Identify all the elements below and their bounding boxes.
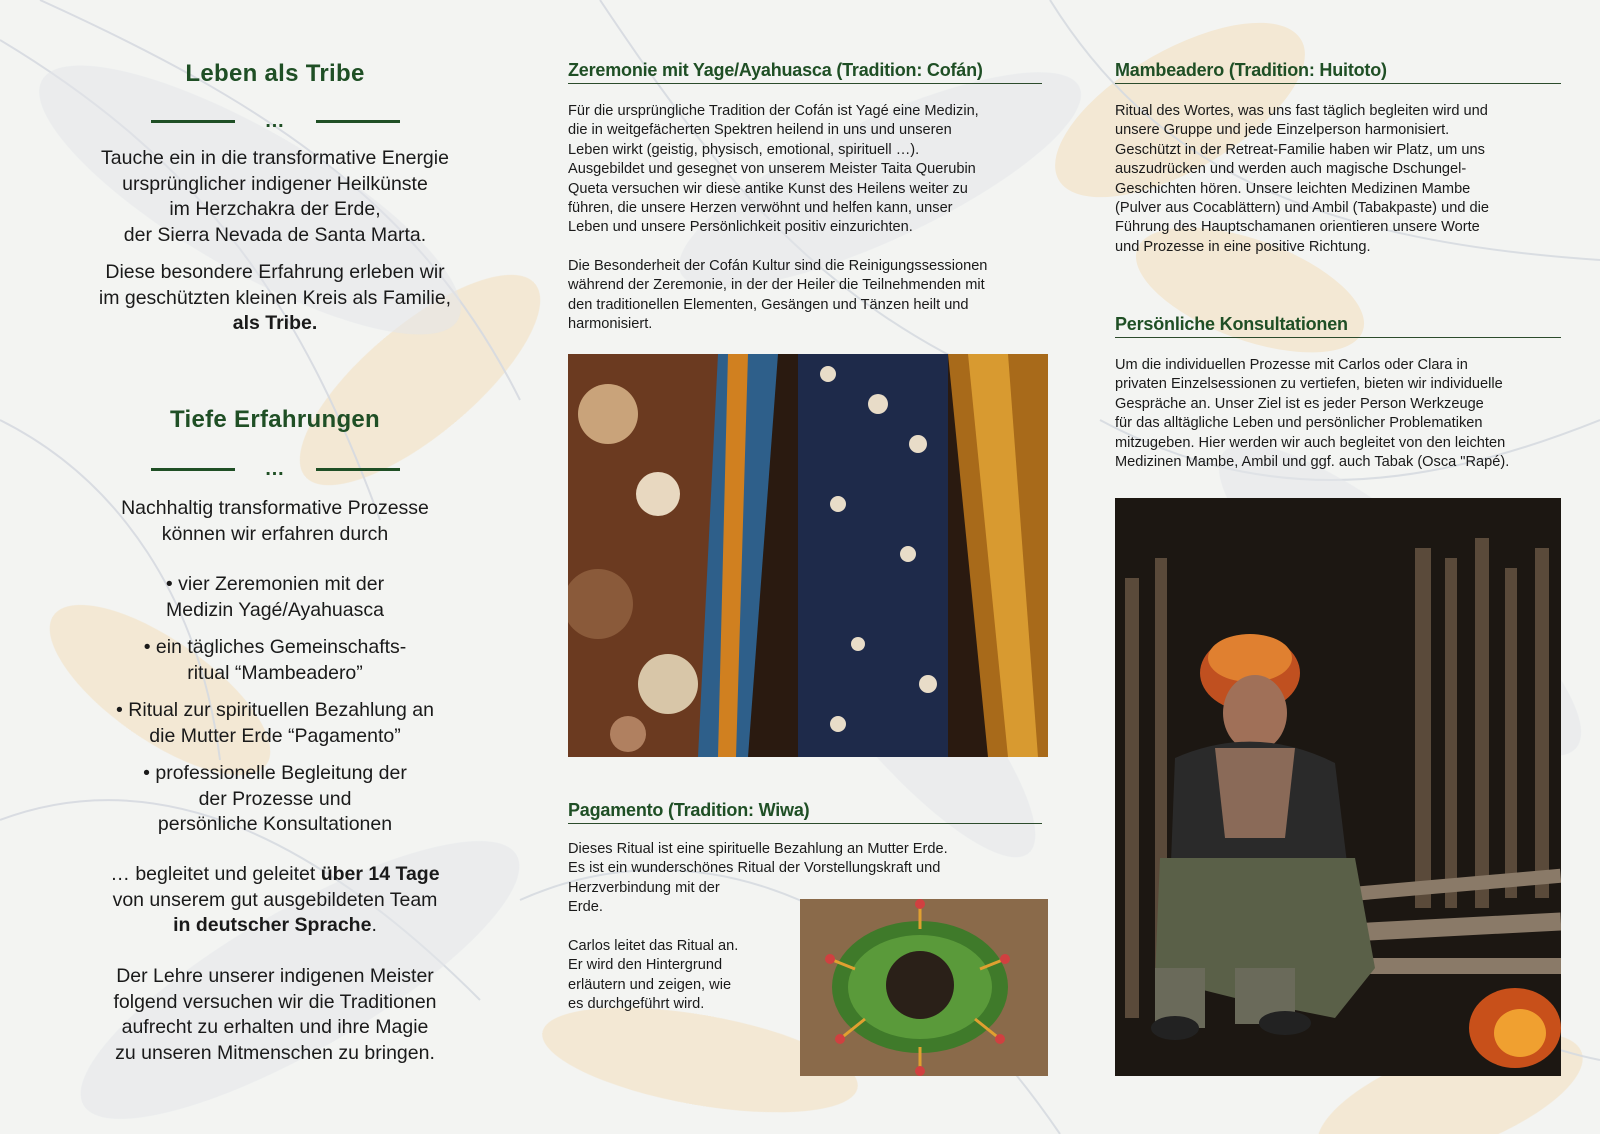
heading-consultations: Persönliche Konsultationen: [1115, 314, 1561, 338]
heading-mambeadero: Mambeadero (Tradition: Huitoto): [1115, 60, 1561, 84]
ceremony-paragraph-2: Die Besonderheit der Cofán Kultur sind die Reinigungssessionen während der Zeremonie, in der der Heiler die Teilnehmenden mit den traditionellen Elementen, Gesängen und Tänzen heilt und harmonisiert.: [568, 258, 988, 333]
heading-pagamento: Pagamento (Tradition: Wiwa): [568, 800, 1042, 824]
mambeadero-paragraph: Ritual des Wortes, was uns fast täglich begleiten wird und unsere Gruppe und jede Einzelperson harmonisiert. Geschützt in der Retreat-Familie haben wir Platz, um uns auszudrücken und werden auch magische Dschungel- Geschichten hören. Unsere leichten Medizinen Mambe (Pulver aus Cocablättern) und Ambil (Tabakpaste) und die Führung des Hauptschamanen orientieren unsere Worte und Prozesse in eine positive Richtung.: [1115, 103, 1489, 255]
list-item: • vier Zeremonien mit der Medizin Yagé/Ayahuasca: [165, 573, 385, 621]
section-title-leben-als-tribe: Leben als Tribe: [185, 60, 365, 87]
divider-dots: …: [264, 458, 286, 480]
intro-paragraph: Tauche ein in die transformative Energie ursprünglicher indigener Heilkünste im Herzchakra der Erde, der Sierra Nevada de Santa Marta.: [101, 147, 449, 246]
final-paragraph: Der Lehre unserer indigenen Meister folgend versuchen wir die Traditionen aufrecht zu erhalten und ihre Magie zu unseren Mitmenschen zu bringen.: [113, 965, 437, 1064]
pagamento-paragraph-2: Carlos leitet das Ritual an. Er wird den Hintergrund erläutern und zeigen, wie es durchgeführt wird.: [568, 938, 739, 1013]
heading-ceremony: Zeremonie mit Yage/Ayahuasca (Tradition: Cofán): [568, 60, 1042, 84]
beadwork-feathers-photo: [568, 354, 1048, 757]
section-divider: [60, 458, 490, 480]
divider-dots: …: [264, 110, 286, 132]
list-item: • professionelle Begleitung der der Prozesse und persönliche Konsultationen: [143, 762, 407, 835]
experiences-intro: Nachhaltig transformative Prozesse können wir erfahren durch: [121, 497, 429, 545]
tribe-paragraph: Diese besondere Erfahrung erleben wir im geschützten kleinen Kreis als Familie, als Tribe.: [98, 261, 452, 334]
experience-list: [60, 572, 490, 838]
consultations-paragraph: Um die individuellen Prozesse mit Carlos oder Clara in privaten Einzelsessionen zu vertiefen, bieten wir individuelle Gespräche an. Unser Ziel ist es jeder Person Werkzeuge für das alltägliche Leben und persönlicher Problematiken mitzugeben. Hier werden wir auch begleitet von den leichten Medizinen Mambe, Ambil und ggf. auch Tabak (Osca "Rapé).: [1115, 357, 1510, 471]
list-item: • Ritual zur spirituellen Bezahlung an die Mutter Erde “Pagamento”: [116, 699, 434, 747]
section-divider: [60, 110, 490, 132]
shaman-portrait-photo: [1115, 498, 1561, 1076]
section-title-tiefe-erfahrungen: Tiefe Erfahrungen: [169, 406, 381, 433]
ceremony-paragraph-1: Für die ursprüngliche Tradition der Cofán ist Yagé eine Medizin, die in weitgefächerten Spektren heilend in uns und unseren Leben wirkt (geistig, physisch, emotional, spirituell …). Ausgebildet und gesegnet von unserem Meister Taita Querubin Queta versuchen wir diese antike Kunst des Heilens weiter zu führen, die unsere Herzen verwöhnt und helfen kann, unser Leben und unsere Persönlichkeit positiv einzurichten.: [568, 103, 979, 236]
closing-paragraph: … begleitet und geleitet über 14 Tage von unserem gut ausgebildeten Team in deutscher Sprache.: [110, 863, 440, 936]
list-item: • ein tägliches Gemeinschafts- ritual “Mambeadero”: [143, 636, 407, 684]
leaf-mandala-photo: [800, 899, 1048, 1076]
pagamento-paragraph-1: Dieses Ritual ist eine spirituelle Bezahlung an Mutter Erde. Es ist ein wunderschönes Ritual der Vorstellungskraft und Herzverbindung mit der Erde.: [568, 841, 948, 916]
